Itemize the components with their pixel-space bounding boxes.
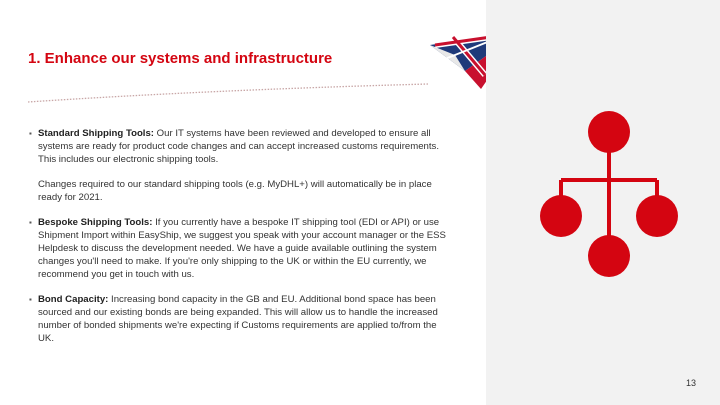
slide-title: 1. Enhance our systems and infrastructure [28,50,333,67]
page-number: 13 [686,378,697,388]
slide-content [29,127,449,357]
bullet-heading: Standard Shipping Tools: [38,128,155,139]
bullet-bond-capacity [29,293,449,345]
bullet-heading: Bespoke Shipping Tools: [38,217,153,228]
network-hierarchy-icon [520,110,700,280]
bullet-text: If you currently have a bespoke IT shipping tool (EDI or API) or use Shipment Import within EasyShip, we suggest you speak with your account manager or the ESS Helpdesk to discuss the development needed. We have a guide available outlining the system changes you'll need to make. If you're only shipping to the UK or within the EU currently, we recommend you get in touch with us. [38,217,446,280]
bullet-standard-shipping-tools [29,127,449,166]
bullet-heading: Bond Capacity: [38,294,109,305]
bullet-text: Our IT systems have been reviewed and developed to ensure all systems are ready for product code changes and can accept increased customs requirements. This includes our electronic shipping tools. [38,128,440,165]
standard-tools-note: Changes required to our standard shipping tools (e.g. MyDHL+) will automatically be in place ready for 2021. [38,179,432,203]
dotted-divider [28,82,428,104]
bullet-text: Increasing bond capacity in the GB and EU. Additional bond space has been sourced and our existing bonds are being expanded. This will allow us to handle the increased number of bonded shipments we're expecting if Customs requirements are applied to/from the UK. [38,294,438,344]
bullet-bespoke-shipping-tools [29,216,449,281]
